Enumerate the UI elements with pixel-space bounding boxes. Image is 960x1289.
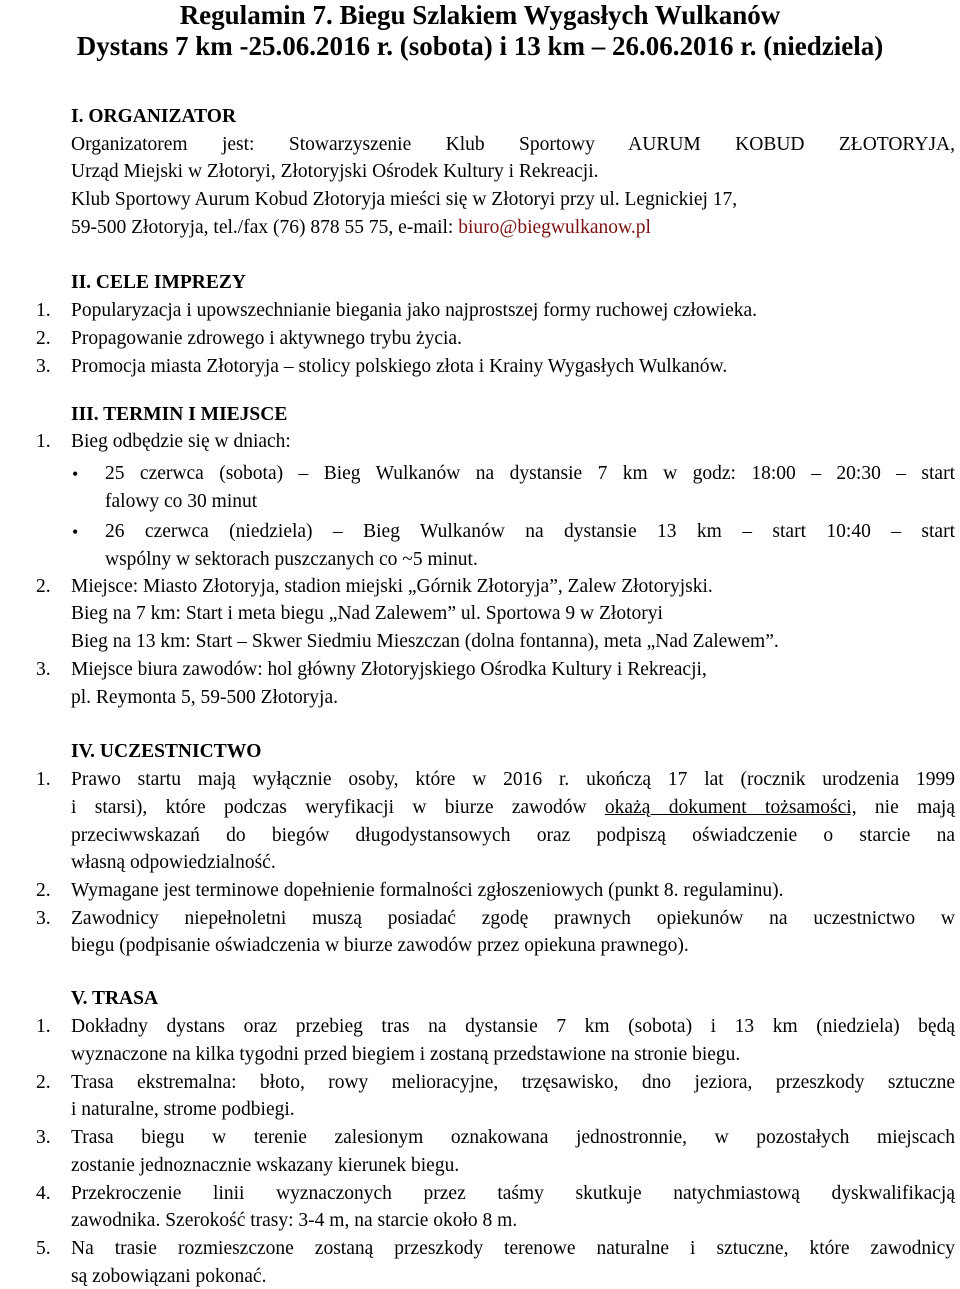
- list-item-continued: i naturalne, strome podbiegi.: [71, 1099, 295, 1120]
- document-title: Regulamin 7. Biegu Szlakiem Wygasłych Wulkanów: [179, 0, 781, 30]
- list-number: 3.: [36, 659, 51, 680]
- bullet-line: 25 czerwca (sobota) – Bieg Wulkanów na dystansie 7 km w godz: 18:00 – 20:30 – start: [105, 463, 955, 484]
- list-number: 2.: [36, 1072, 51, 1093]
- list-number: 2.: [36, 328, 51, 349]
- contact-line: [71, 217, 955, 239]
- bullet-line: wspólny w sektorach puszczanych co ~5 minut.: [105, 549, 478, 570]
- list-item-continued: Bieg na 7 km: Start i meta biegu „Nad Zalewem” ul. Sportowa 9 w Złotoryi: [71, 603, 663, 624]
- paragraph-line: Klub Sportowy Aurum Kobud Złotoryja mieści się w Złotoryi przy ul. Legnickiej 17,: [71, 189, 738, 210]
- section-heading: V. TRASA: [71, 988, 159, 1009]
- text-run: i starsi), które podczas weryfikacji w biurze zawodów: [71, 797, 605, 818]
- list-item: Dokładny dystans oraz przebieg tras na dystansie 7 km (sobota) i 13 km (niedziela) będą: [71, 1016, 955, 1037]
- list-item-continued: własną odpowiedzialność.: [71, 852, 276, 873]
- list-number: 1.: [36, 769, 51, 790]
- list-item-continued: Bieg na 13 km: Start – Skwer Siedmiu Mieszczan (dolna fontanna), meta „Nad Zalewem”.: [71, 631, 779, 652]
- list-item-continued: zawodnika. Szerokość trasy: 3-4 m, na starcie około 8 m.: [71, 1210, 518, 1231]
- list-item-continued: [71, 797, 955, 819]
- bullet-line: 26 czerwca (niedziela) – Bieg Wulkanów na dystansie 13 km – start 10:40 – start: [105, 521, 955, 542]
- list-item-continued: pl. Reymonta 5, 59-500 Złotoryja.: [71, 687, 339, 708]
- list-number: 1.: [36, 300, 51, 321]
- list-item: Na trasie rozmieszczone zostaną przeszkody terenowe naturalne i sztuczne, które zawodnicy: [71, 1238, 955, 1259]
- underlined-text: okażą dokument tożsamości,: [604, 797, 857, 818]
- list-item: Prawo startu mają wyłącznie osoby, które w 2016 r. ukończą 17 lat (rocznik urodzenia 1999: [71, 769, 955, 790]
- list-item: Bieg odbędzie się w dniach:: [71, 431, 291, 452]
- section-heading: III. TERMIN I MIEJSCE: [71, 404, 288, 425]
- bullet-icon: •: [72, 464, 79, 484]
- document-subtitle: Dystans 7 km -25.06.2016 r. (sobota) i 13 km – 26.06.2016 r. (niedziela): [76, 31, 884, 61]
- list-item: Propagowanie zdrowego i aktywnego trybu życia.: [71, 328, 462, 349]
- list-item: Zawodnicy niepełnoletni muszą posiadać zgodę prawnych opiekunów na uczestnictwo w: [71, 908, 955, 929]
- list-number: 5.: [36, 1238, 51, 1259]
- list-number: 1.: [36, 1016, 51, 1037]
- list-item: Promocja miasta Złotoryja – stolicy polskiego złota i Krainy Wygasłych Wulkanów.: [71, 356, 728, 377]
- list-item-continued: wyznaczone na kilka tygodni przed biegiem i zostaną przedstawione na stronie biegu.: [71, 1044, 741, 1065]
- text-run: nie mają: [856, 797, 955, 818]
- list-item-continued: przeciwwskazań do biegów długodystansowych oraz podpiszą oświadczenie o starcie na: [71, 825, 955, 846]
- section-heading: I. ORGANIZATOR: [71, 106, 237, 127]
- list-item: Wymagane jest terminowe dopełnienie formalności zgłoszeniowych (punkt 8. regulaminu).: [71, 880, 784, 901]
- list-item: Trasa biegu w terenie zalesionym oznakowana jednostronnie, w pozostałych miejscach: [71, 1127, 955, 1148]
- list-item: Miejsce: Miasto Złotoryja, stadion miejski „Górnik Złotoryja”, Zalew Złotoryjski.: [71, 576, 713, 597]
- bullet-icon: •: [72, 522, 79, 542]
- list-number: 3.: [36, 1127, 51, 1148]
- list-item: Przekroczenie linii wyznaczonych przez taśmy skutkuje natychmiastową dyskwalifikacją: [71, 1183, 955, 1204]
- paragraph-line: Organizatorem jest: Stowarzyszenie Klub Sportowy AURUM KOBUD ZŁOTORYJA,: [71, 134, 955, 155]
- list-number: 3.: [36, 356, 51, 377]
- list-item-continued: zostanie jednoznacznie wskazany kierunek biegu.: [71, 1155, 460, 1176]
- list-number: 3.: [36, 908, 51, 929]
- paragraph-line: Urząd Miejski w Złotoryi, Złotoryjski Ośrodek Kultury i Rekreacji.: [71, 161, 599, 182]
- list-number: 1.: [36, 431, 51, 452]
- list-number: 2.: [36, 576, 51, 597]
- contact-text: 59-500 Złotoryja, tel./fax (76) 878 55 75, e-mail:: [71, 217, 459, 238]
- email-link[interactable]: biuro@biegwulkanow.pl: [458, 217, 651, 238]
- section-heading: IV. UCZESTNICTWO: [71, 741, 262, 762]
- section-heading: II. CELE IMPREZY: [71, 272, 246, 293]
- list-item: Miejsce biura zawodów: hol główny Złotoryjskiego Ośrodka Kultury i Rekreacji,: [71, 659, 707, 680]
- list-number: 4.: [36, 1183, 51, 1204]
- list-item: Trasa ekstremalna: błoto, rowy melioracyjne, trzęsawisko, dno jeziora, przeszkody sztuczne: [71, 1072, 955, 1093]
- list-item: Popularyzacja i upowszechnianie biegania jako najprostszej formy ruchowej człowieka.: [71, 300, 758, 321]
- list-item-continued: biegu (podpisanie oświadczenia w biurze zawodów przez opiekuna prawnego).: [71, 935, 689, 956]
- list-number: 2.: [36, 880, 51, 901]
- list-item-continued: są zobowiązani pokonać.: [71, 1266, 267, 1287]
- bullet-line: falowy co 30 minut: [105, 491, 258, 512]
